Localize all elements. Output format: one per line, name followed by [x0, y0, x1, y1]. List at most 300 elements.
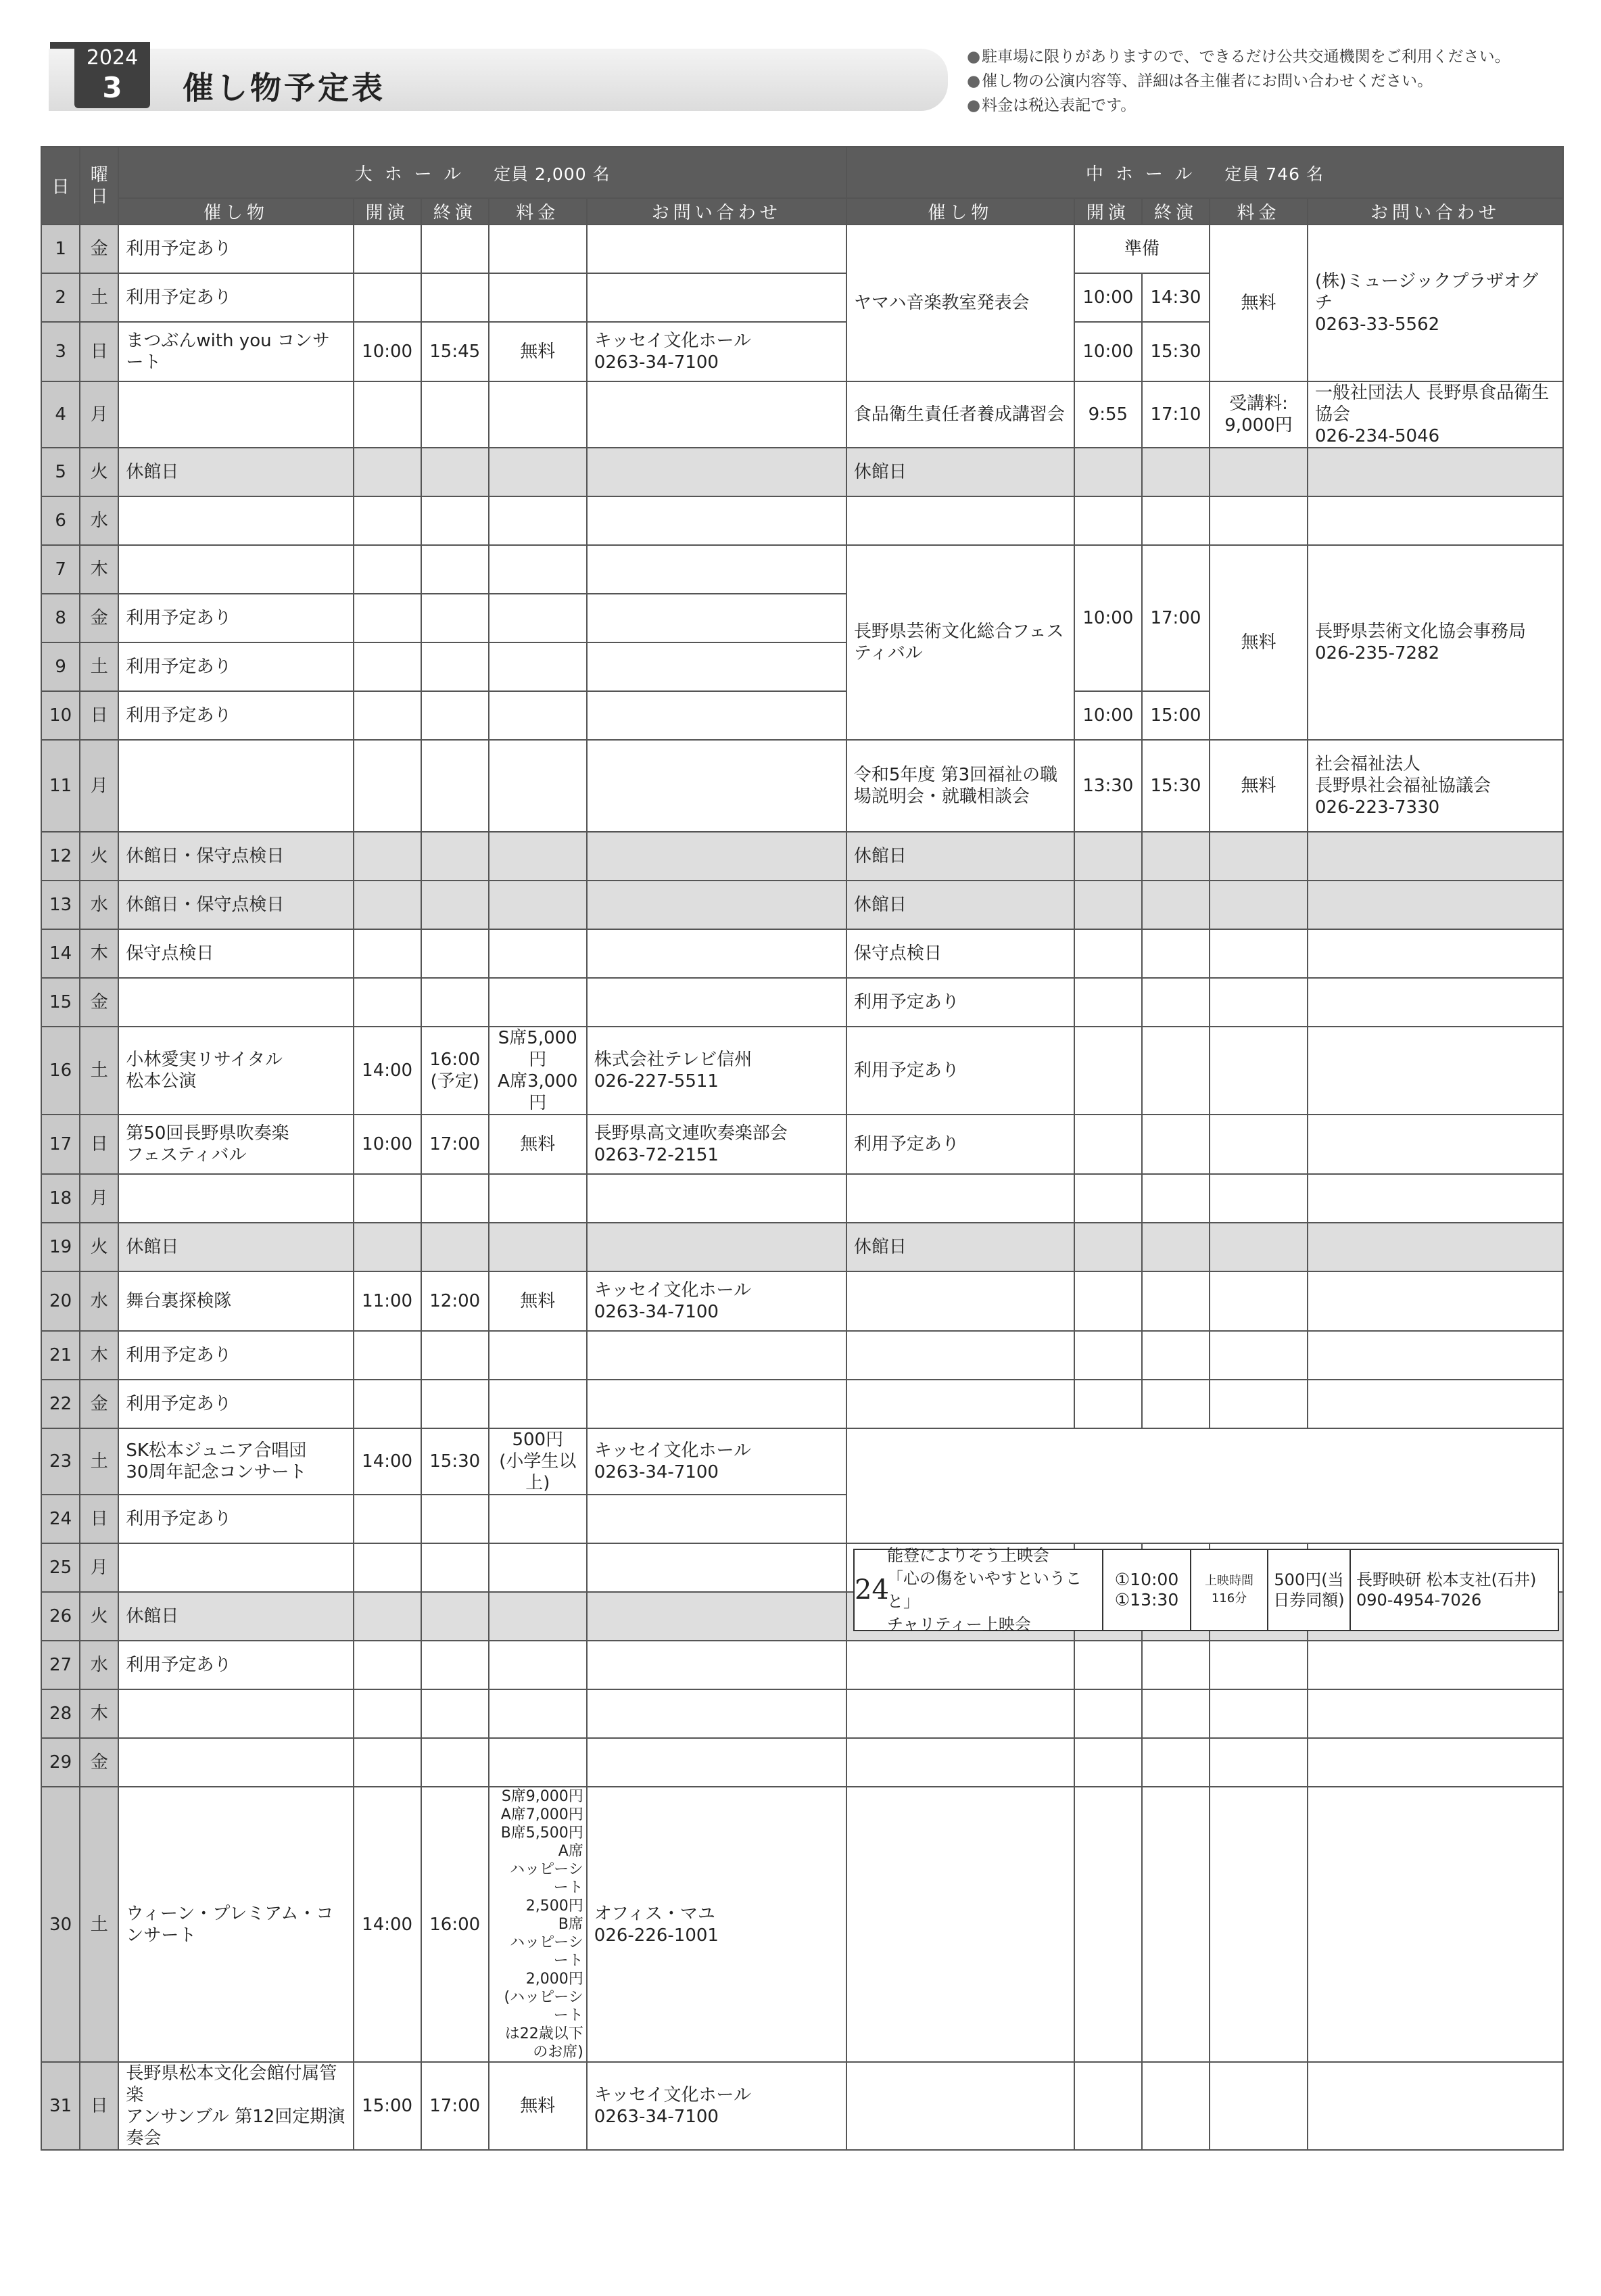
medium-end: [1142, 1787, 1210, 2062]
dow-cell: 木: [80, 929, 118, 978]
large-fee: [489, 929, 587, 978]
col-start: 開演: [1074, 198, 1142, 225]
large-fee: [489, 594, 587, 642]
large-contact: [587, 881, 846, 929]
medium-start: [1074, 929, 1142, 978]
large-end: 16:00: [421, 1787, 489, 2062]
large-contact: [587, 1174, 846, 1223]
month-label: 3: [102, 71, 122, 104]
day-cell: 20: [41, 1271, 80, 1331]
large-contact: 長野県高文連吹奏楽部会 0263-72-2151: [587, 1115, 846, 1174]
table-row: [41, 1174, 1563, 1223]
medium-welfare-event: 令和5年度 第3回福祉の職場説明会・就職相談会: [846, 740, 1074, 832]
dow-cell: 日: [80, 1495, 118, 1543]
medium-end: [1142, 1115, 1210, 1174]
large-event: 利用予定あり: [118, 273, 353, 322]
day-cell: 19: [41, 1223, 80, 1271]
medium-fee: [1210, 1174, 1308, 1223]
large-start: 14:00: [354, 1027, 421, 1115]
large-start: [354, 1543, 421, 1592]
medium-event: [846, 1331, 1074, 1380]
large-fee: [489, 1331, 587, 1380]
dow-cell: 土: [80, 273, 118, 322]
medium-contact: [1308, 496, 1563, 545]
medium-start: [1074, 1738, 1142, 1787]
large-contact: 株式会社テレビ信州 026-227-5511: [587, 1027, 846, 1115]
large-end: [421, 594, 489, 642]
medium-yamaha-t2: 14:30: [1142, 273, 1210, 322]
large-hall-header: [118, 147, 846, 198]
medium-end: [1142, 1223, 1210, 1271]
medium-yamaha-fee: 無料: [1210, 225, 1308, 381]
medium-event: 保守点検日: [846, 929, 1074, 978]
dow-cell: 金: [80, 225, 118, 273]
medium-fest-s10: 10:00: [1074, 691, 1142, 740]
large-end: 17:00: [421, 1115, 489, 1174]
medium-fee: [1210, 1641, 1308, 1689]
large-fee: 無料: [489, 2062, 587, 2150]
table-row: [41, 2062, 1563, 2150]
large-event: 小林愛実リサイタル 松本公演: [118, 1027, 353, 1115]
medium-contact: [1308, 1174, 1563, 1223]
medium-yamaha-s3: 10:00: [1074, 322, 1142, 381]
large-event: 利用予定あり: [118, 594, 353, 642]
banner-contact: 長野映研 松本支社(石井) 090-4954-7026: [1349, 1550, 1558, 1630]
table-row: [41, 978, 1563, 1027]
medium-event: 休館日: [846, 448, 1074, 496]
medium-end: [1142, 1689, 1210, 1738]
medium-start: [1074, 978, 1142, 1027]
large-start: [354, 448, 421, 496]
medium-start: [1074, 1689, 1142, 1738]
large-event: 舞台裏探検隊: [118, 1271, 353, 1331]
dow-cell: 土: [80, 1428, 118, 1495]
table-row: [41, 1738, 1563, 1787]
large-start: [354, 225, 421, 273]
medium-event: [846, 1380, 1074, 1428]
large-fee: [489, 1543, 587, 1592]
large-contact: オフィス・マユ 026-226-1001: [587, 1787, 846, 2062]
large-contact: [587, 1738, 846, 1787]
table-row: [41, 1223, 1563, 1271]
large-end: [421, 225, 489, 273]
day-cell: 30: [41, 1787, 80, 2062]
large-fee: [489, 1174, 587, 1223]
medium-contact: [1308, 448, 1563, 496]
large-end: [421, 1543, 489, 1592]
medium-contact: [1308, 1787, 1563, 2062]
large-start: [354, 1223, 421, 1271]
medium-fee: [1210, 1115, 1308, 1174]
table-row: [41, 381, 1563, 448]
large-event: 休館日・保守点検日: [118, 881, 353, 929]
large-fee: [489, 740, 587, 832]
large-end: [421, 642, 489, 691]
note-inquiry: ● 催し物の公演内容等、詳細は各主催者にお問い合わせください。: [967, 69, 1510, 93]
large-end: [421, 691, 489, 740]
medium-event: [846, 1641, 1074, 1689]
medium-end: [1142, 1331, 1210, 1380]
dow-cell: 水: [80, 881, 118, 929]
dow-cell: 水: [80, 1271, 118, 1331]
large-event: まつぶんwith you コンサート: [118, 322, 353, 381]
large-fee: [489, 881, 587, 929]
table-row: [41, 740, 1563, 832]
day-cell: 29: [41, 1738, 80, 1787]
medium-food-s: 9:55: [1074, 381, 1142, 448]
large-contact: [587, 1331, 846, 1380]
large-fee: [489, 1380, 587, 1428]
large-fee: [489, 1641, 587, 1689]
large-fee: 無料: [489, 1115, 587, 1174]
dow-cell: 火: [80, 1592, 118, 1641]
large-end: 15:45: [421, 322, 489, 381]
table-row: [41, 1271, 1563, 1331]
large-event: 休館日: [118, 1592, 353, 1641]
medium-start: [1074, 832, 1142, 881]
medium-event: [846, 1689, 1074, 1738]
medium-hall-name: 中ホール: [1085, 164, 1205, 185]
large-fee: [489, 1223, 587, 1271]
large-contact: [587, 381, 846, 448]
large-event: 利用予定あり: [118, 1495, 353, 1543]
large-contact: [587, 496, 846, 545]
dow-cell: 水: [80, 1641, 118, 1689]
medium-contact: [1308, 2062, 1563, 2150]
day-cell: 10: [41, 691, 80, 740]
schedule-body: [41, 225, 1563, 2150]
medium-contact: [1308, 1641, 1563, 1689]
medium-fee: [1210, 1331, 1308, 1380]
medium-event: 利用予定あり: [846, 1027, 1074, 1115]
col-fee: 料金: [489, 198, 587, 225]
dow-cell: 日: [80, 691, 118, 740]
medium-end: [1142, 978, 1210, 1027]
dow-cell: 火: [80, 1223, 118, 1271]
large-event: 休館日: [118, 1223, 353, 1271]
large-fee: [489, 545, 587, 594]
large-fee: [489, 1689, 587, 1738]
large-contact: キッセイ文化ホール 0263-34-7100: [587, 1271, 846, 1331]
large-contact: [587, 929, 846, 978]
large-contact: [587, 1543, 846, 1592]
large-start: [354, 1380, 421, 1428]
medium-start: [1074, 496, 1142, 545]
dow-cell: 日: [80, 2062, 118, 2150]
large-start: [354, 496, 421, 545]
medium-fest-event: 長野県芸術文化総合フェスティバル: [846, 545, 1074, 740]
large-end: [421, 929, 489, 978]
large-contact: [587, 1223, 846, 1271]
large-event: [118, 740, 353, 832]
large-end: [421, 740, 489, 832]
table-row: [41, 881, 1563, 929]
day-cell: 8: [41, 594, 80, 642]
medium-start: [1074, 1380, 1142, 1428]
medium-fee: [1210, 929, 1308, 978]
medium-event: 休館日: [846, 832, 1074, 881]
day-cell: 15: [41, 978, 80, 1027]
medium-fee: [1210, 1689, 1308, 1738]
medium-end: [1142, 1738, 1210, 1787]
medium-event: 利用予定あり: [846, 1115, 1074, 1174]
table-row: [41, 1115, 1563, 1174]
dow-cell: 水: [80, 496, 118, 545]
medium-welfare-t: 15:30: [1142, 740, 1210, 832]
large-contact: [587, 594, 846, 642]
day-cell: 5: [41, 448, 80, 496]
large-end: [421, 273, 489, 322]
medium-start: [1074, 448, 1142, 496]
large-fee: S席5,000円 A席3,000円: [489, 1027, 587, 1115]
medium-fest-contact: 長野県芸術文化協会事務局 026-235-7282: [1308, 545, 1563, 740]
page-title: 催し物予定表: [183, 70, 385, 106]
large-event: [118, 381, 353, 448]
medium-start: [1074, 881, 1142, 929]
day-cell: 22: [41, 1380, 80, 1428]
year-label: 2024: [86, 46, 139, 70]
dow-cell: 日: [80, 322, 118, 381]
medium-event: 休館日: [846, 881, 1074, 929]
medium-fee: [1210, 496, 1308, 545]
schedule-table: [41, 146, 1564, 2151]
day-cell: 16: [41, 1027, 80, 1115]
table-row: [41, 1641, 1563, 1689]
large-event: 休館日・保守点検日: [118, 832, 353, 881]
medium-contact: [1308, 1271, 1563, 1331]
note-tax: ● 料金は税込表記です。: [967, 93, 1510, 118]
dow-cell: 木: [80, 1331, 118, 1380]
large-start: [354, 1331, 421, 1380]
large-event: 保守点検日: [118, 929, 353, 978]
dow-cell: 土: [80, 642, 118, 691]
medium-end: [1142, 496, 1210, 545]
table-row: [41, 545, 1563, 594]
col-event: 催し物: [118, 198, 353, 225]
large-start: 11:00: [354, 1271, 421, 1331]
medium-end: [1142, 1641, 1210, 1689]
large-contact: [587, 448, 846, 496]
large-contact: キッセイ文化ホール 0263-34-7100: [587, 322, 846, 381]
large-event: 利用予定あり: [118, 691, 353, 740]
large-end: [421, 496, 489, 545]
large-fee: [489, 978, 587, 1027]
large-contact: [587, 1689, 846, 1738]
large-end: 12:00: [421, 1271, 489, 1331]
medium-food-fee: 受講料: 9,000円: [1210, 381, 1308, 448]
large-end: 15:30: [421, 1428, 489, 1495]
medium-contact: [1308, 1331, 1563, 1380]
large-start: [354, 929, 421, 978]
large-event: ウィーン・プレミアム・コンサート: [118, 1787, 353, 2062]
day-cell: 9: [41, 642, 80, 691]
day-cell: 26: [41, 1592, 80, 1641]
medium-fee: [1210, 881, 1308, 929]
medium-start: [1074, 1271, 1142, 1331]
medium-end: [1142, 881, 1210, 929]
medium-event: [846, 2062, 1074, 2150]
large-event: 利用予定あり: [118, 1641, 353, 1689]
dow-cell: 金: [80, 978, 118, 1027]
medium-start: [1074, 1787, 1142, 2062]
large-fee: 500円 (小学生以上): [489, 1428, 587, 1495]
table-row: [41, 1787, 1563, 2062]
large-start: [354, 642, 421, 691]
medium-end: [1142, 448, 1210, 496]
large-contact: [587, 225, 846, 273]
col-end: 終演: [1142, 198, 1210, 225]
day-cell: 24: [41, 1495, 80, 1543]
medium-fee: [1210, 1380, 1308, 1428]
large-contact: [587, 273, 846, 322]
large-fee: [489, 1495, 587, 1543]
large-end: [421, 448, 489, 496]
medium-event: [846, 496, 1074, 545]
day-cell: 18: [41, 1174, 80, 1223]
large-end: [421, 545, 489, 594]
medium-fee: [1210, 1223, 1308, 1271]
day-cell: 2: [41, 273, 80, 322]
large-contact: [587, 1641, 846, 1689]
medium-yamaha-event: ヤマハ音楽教室発表会: [846, 225, 1074, 381]
large-event: [118, 496, 353, 545]
medium-event: [846, 1271, 1074, 1331]
large-end: [421, 1223, 489, 1271]
date-tab: [74, 42, 150, 108]
dow-cell: 月: [80, 1543, 118, 1592]
large-start: [354, 273, 421, 322]
banner-times: ①10:00 ①13:30: [1102, 1550, 1190, 1630]
col-fee: 料金: [1210, 198, 1308, 225]
large-hall-capacity: 定員 2,000 名: [494, 164, 611, 184]
large-end: [421, 381, 489, 448]
large-contact: [587, 832, 846, 881]
day-cell: 21: [41, 1331, 80, 1380]
table-row: [41, 1380, 1563, 1428]
day-cell: 25: [41, 1543, 80, 1592]
table-row: [41, 448, 1563, 496]
medium-contact: [1308, 1027, 1563, 1115]
large-fee: [489, 1738, 587, 1787]
medium-contact: [1308, 1115, 1563, 1174]
day-cell: 23: [41, 1428, 80, 1495]
medium-event: [846, 1787, 1074, 2062]
medium-event: 休館日: [846, 1223, 1074, 1271]
medium-yamaha-prep: 準備: [1074, 225, 1210, 273]
day-cell: 11: [41, 740, 80, 832]
medium-end: [1142, 1271, 1210, 1331]
medium-fest-s8: 10:00: [1074, 545, 1142, 691]
day-cell: 1: [41, 225, 80, 273]
table-row: [41, 1331, 1563, 1380]
medium-event: 利用予定あり: [846, 978, 1074, 1027]
large-end: [421, 1174, 489, 1223]
large-event: 利用予定あり: [118, 1331, 353, 1380]
large-fee: S席9,000円 A席7,000円 B席5,500円 A席 ハッピーシート 2,500円 B席 ハッピーシート 2,000円 (ハッピーシート は22歳以下 のお席): [489, 1787, 587, 2062]
table-row: [41, 929, 1563, 978]
medium-end: [1142, 1027, 1210, 1115]
large-event: [118, 1689, 353, 1738]
large-event: [118, 978, 353, 1027]
large-start: 14:00: [354, 1787, 421, 2062]
col-start: 開演: [354, 198, 421, 225]
medium-start: [1074, 1115, 1142, 1174]
day-cell: 28: [41, 1689, 80, 1738]
day-cell: 31: [41, 2062, 80, 2150]
medium-welfare-contact: 社会福祉法人 長野県社会福祉協議会 026-223-7330: [1308, 740, 1563, 832]
dow-cell: 木: [80, 545, 118, 594]
medium-start: [1074, 2062, 1142, 2150]
medium-start: [1074, 1027, 1142, 1115]
medium-contact: [1308, 929, 1563, 978]
medium-end: [1142, 929, 1210, 978]
banner-fee: 500円(当 日券同額): [1267, 1550, 1349, 1630]
large-start: [354, 381, 421, 448]
medium-food-event: 食品衛生責任者養成講習会: [846, 381, 1074, 448]
large-fee: [489, 691, 587, 740]
medium-fee: [1210, 832, 1308, 881]
screening-banner: [853, 1546, 1559, 1634]
large-event: SK松本ジュニア合唱団 30周年記念コンサート: [118, 1428, 353, 1495]
large-start: [354, 978, 421, 1027]
col-event: 催し物: [846, 198, 1074, 225]
medium-event: [846, 1738, 1074, 1787]
large-start: [354, 1689, 421, 1738]
medium-end: [1142, 2062, 1210, 2150]
medium-start: [1074, 1641, 1142, 1689]
large-end: [421, 1380, 489, 1428]
large-event: [118, 1738, 353, 1787]
col-contact: お問い合わせ: [1308, 198, 1563, 225]
large-fee: [489, 642, 587, 691]
medium-end: [1142, 1380, 1210, 1428]
day-cell: 7: [41, 545, 80, 594]
large-event: 長野県松本文化会館付属管楽 アンサンブル 第12回定期演奏会: [118, 2062, 353, 2150]
large-event: 第50回長野県吹奏楽 フェスティバル: [118, 1115, 353, 1174]
large-end: [421, 1641, 489, 1689]
large-start: 10:00: [354, 322, 421, 381]
large-start: [354, 1495, 421, 1543]
medium-welfare-fee: 無料: [1210, 740, 1308, 832]
banner-event: 能登によりそう上映会 「心の傷をいやすということ」 チャリティー上映会: [887, 1546, 1082, 1634]
dow-cell: 金: [80, 1380, 118, 1428]
day-cell: 3: [41, 322, 80, 381]
large-start: 14:00: [354, 1428, 421, 1495]
large-contact: [587, 1592, 846, 1641]
medium-end: [1142, 1174, 1210, 1223]
dow-cell: 月: [80, 1174, 118, 1223]
medium-yamaha-contact: (株)ミュージックプラザオグチ 0263-33-5562: [1308, 225, 1563, 381]
medium-contact: [1308, 1223, 1563, 1271]
medium-welfare-s: 13:30: [1074, 740, 1142, 832]
large-start: [354, 1738, 421, 1787]
large-fee: [489, 225, 587, 273]
day-cell: 17: [41, 1115, 80, 1174]
medium-fest-fee: 無料: [1210, 545, 1308, 740]
medium-blank: [846, 1428, 1563, 1543]
medium-fee: [1210, 978, 1308, 1027]
large-end: [421, 1738, 489, 1787]
medium-yamaha-s2: 10:00: [1074, 273, 1142, 322]
medium-hall-header: [846, 147, 1563, 198]
large-contact: [587, 740, 846, 832]
large-event: [118, 545, 353, 594]
table-row: [41, 1689, 1563, 1738]
table-row: [41, 832, 1563, 881]
medium-food-contact: 一般社団法人 長野県食品衛生協会 026-234-5046: [1308, 381, 1563, 448]
table-row: [41, 1428, 1563, 1495]
large-fee: [489, 1592, 587, 1641]
